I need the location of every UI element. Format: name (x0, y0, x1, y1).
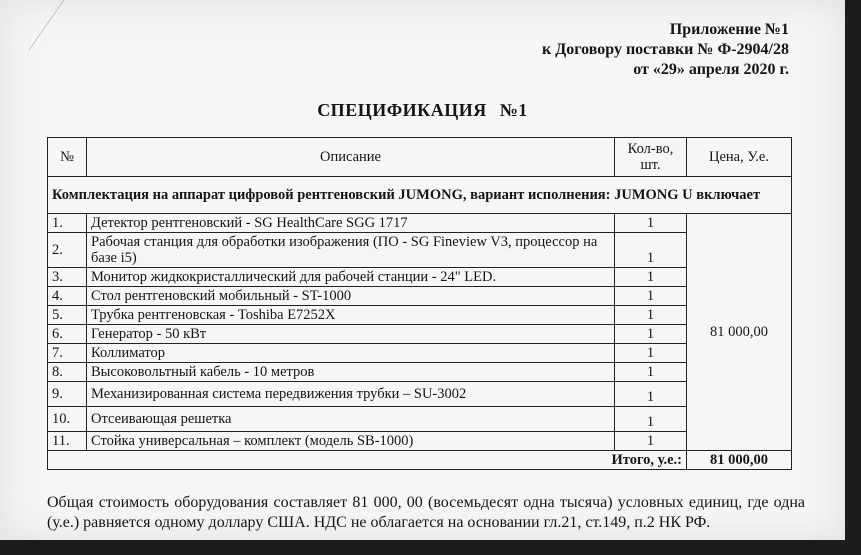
row-number: 11. (48, 432, 87, 451)
row-quantity: 1 (615, 325, 687, 344)
row-number: 1. (48, 214, 87, 233)
total-value: 81 000,00 (687, 451, 792, 470)
row-description: Детектор рентгеновский - SG HealthCare SGG 1717 (87, 214, 615, 233)
row-number: 6. (48, 325, 87, 344)
row-quantity: 1 (615, 268, 687, 287)
table-row (48, 287, 792, 306)
table-row (48, 344, 792, 363)
row-quantity: 1 (615, 407, 687, 432)
row-quantity: 1 (615, 287, 687, 306)
row-description: Стол рентгеновский мобильный - ST-1000 (87, 287, 615, 306)
total-label: Итого, у.е.: (48, 451, 687, 470)
appendix-label: Приложение №1 (669, 21, 789, 38)
row-description: Трубка рентгеновская - Toshiba E7252X (87, 306, 615, 325)
page-fold-line (0, 0, 65, 50)
kit-title: Комплектация на аппарат цифровой рентгеновский JUMONG, вариант исполнения: JUMONG U включает (48, 177, 792, 214)
table-row (48, 306, 792, 325)
page-title (0, 100, 845, 121)
table-row (48, 233, 792, 268)
row-quantity: 1 (615, 432, 687, 451)
table-row (48, 363, 792, 382)
document-header (542, 20, 789, 80)
row-description: Монитор жидкокристаллический для рабочей станции - 24" LED. (87, 268, 615, 287)
table-row (48, 382, 792, 407)
row-description: Высоковольтный кабель - 10 метров (87, 363, 615, 382)
kit-price: 81 000,00 (687, 214, 792, 451)
contract-date: от «29» апреля 2020 г. (633, 61, 789, 78)
column-header-price: Цена, У.е. (687, 138, 792, 177)
row-number: 5. (48, 306, 87, 325)
row-description: Генератор - 50 кВт (87, 325, 615, 344)
row-number: 9. (48, 382, 87, 407)
table-row (48, 214, 792, 233)
row-quantity: 1 (615, 344, 687, 363)
row-quantity: 1 (615, 363, 687, 382)
contract-reference: к Договору поставки № Ф-2904/28 (542, 41, 789, 58)
column-header-quantity: Кол-во, шт. (615, 138, 687, 177)
scan-border-bottom (0, 540, 861, 555)
row-number: 3. (48, 268, 87, 287)
row-quantity: 1 (615, 306, 687, 325)
total-row (48, 451, 792, 470)
row-description: Отсеивающая решетка (87, 407, 615, 432)
total-cost-paragraph: Общая стоимость оборудования составляет 81 000, 00 (восемьдесят одна тысяча) условных единиц, где одна (у.е.) равняется одному доллару США. НДС не облагается на основании гл.21, ст.149, п.2 НК РФ. (47, 494, 805, 531)
row-number: 8. (48, 363, 87, 382)
row-number: 4. (48, 287, 87, 306)
row-quantity: 1 (615, 382, 687, 407)
table-row (48, 407, 792, 432)
row-number: 10. (48, 407, 87, 432)
row-number: 7. (48, 344, 87, 363)
specification-table (47, 137, 792, 470)
column-header-description: Описание (87, 138, 615, 177)
table-row (48, 432, 792, 451)
table-row (48, 268, 792, 287)
row-description: Рабочая станция для обработки изображения (ПО - SG Fineview V3, процессор на базе i5) (87, 233, 615, 268)
title-number: №1 (499, 100, 528, 120)
row-description: Стойка универсальная – комплект (модель SB-1000) (87, 432, 615, 451)
title-text: СПЕЦИФИКАЦИЯ (317, 100, 487, 120)
row-number: 2. (48, 233, 87, 268)
row-description: Коллиматор (87, 344, 615, 363)
row-quantity: 1 (615, 233, 687, 268)
kit-title-row (48, 177, 792, 214)
column-header-number: № (48, 138, 87, 177)
table-row (48, 325, 792, 344)
row-description: Механизированная система передвижения трубки – SU-3002 (87, 382, 615, 407)
table-header-row (48, 138, 792, 177)
scan-border-right (845, 0, 861, 555)
row-quantity: 1 (615, 214, 687, 233)
